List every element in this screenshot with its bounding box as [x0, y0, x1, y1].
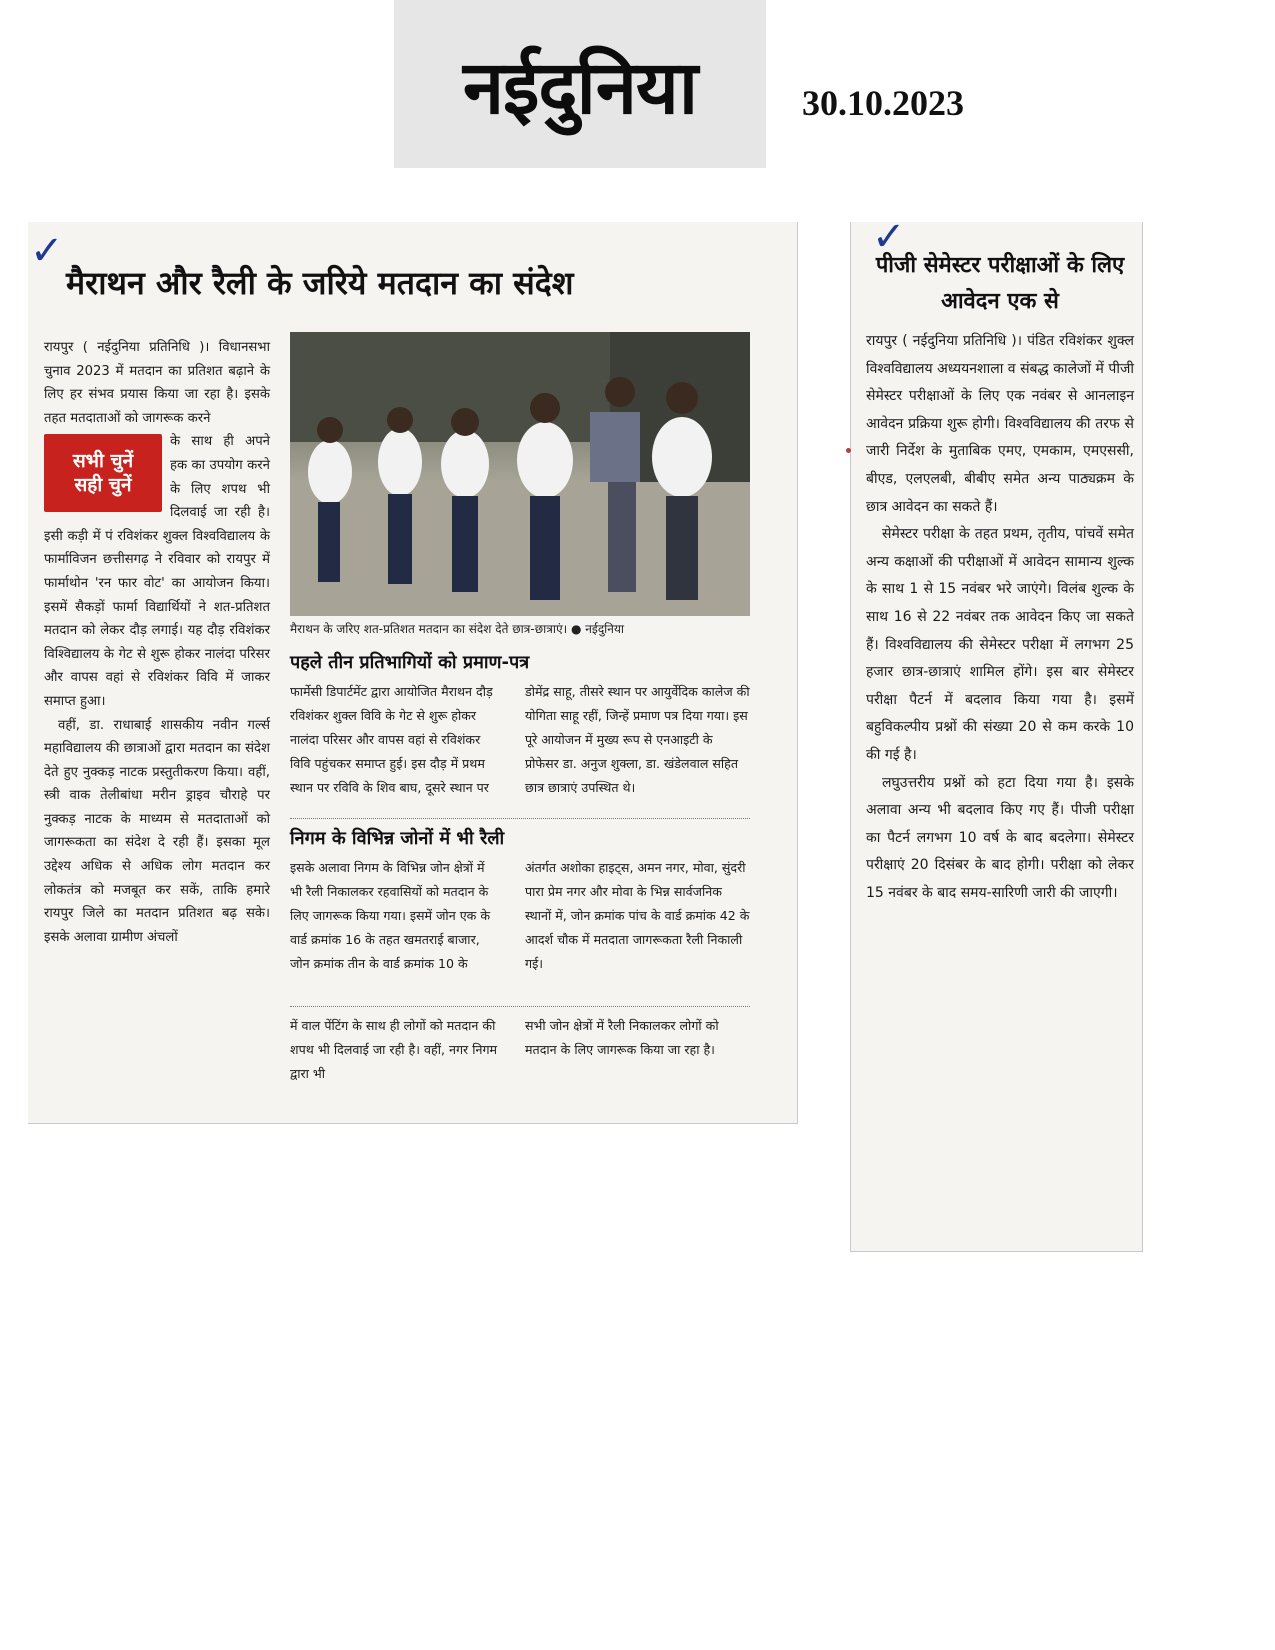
sub1-col1-text: फार्मेसी डिपार्टमेंट द्वारा आयोजित मैराथन दौड़ रविशंकर शुक्ल विवि के गेट से शुरू होकर नालंदा परिसर और वापस वहां से रविशंकर विवि पहुंचकर समाप्त हुई। इस दौड़ में प्रथम स्थान पर रविवि के शिव बाघ, दूसरे स्थान पर	[290, 684, 493, 795]
sub2-col1-text: इसके अलावा निगम के विभिन्न जोन क्षेत्रों में भी रैली निकालकर रहवासियों को मतदान के लिए जागरूक किया गया। इसमें जोन एक के वार्ड क्रमांक 16 के तहत खमतराई बाजार, जोन क्रमांक तीन के वार्ड क्रमांक 10 के	[290, 860, 491, 971]
photo-runners	[290, 332, 750, 616]
sub2-col2-text: अंतर्गत अशोका हाइट्स, अमन नगर, मोवा, सुंदरी पारा प्रेम नगर और मोवा के भिन्न सार्वजनिक स्थानों में, जोन क्रमांक पांच के वार्ड क्रमांक 42 के आदर्श चौक में मतदाता जागरूकता रैली निकाली गई।	[525, 860, 750, 971]
right-para-1: रायपुर ( नईदुनिया प्रतिनिधि )। पंडित रविशंकर शुक्ल विश्वविद्यालय अध्ययनशाला व संबद्ध कालेजों में पीजी सेमेस्टर परीक्षाओं के लिए एक नवंबर से आनलाइन आवेदन प्रक्रिया शुरू होगी। विश्वविद्यालय की तरफ से जारी निर्देश के मुताबिक एमए, एमकाम, एमएससी, बीएड, एलएलबी, बीबीए समेत अन्य पाठ्यक्रम के छात्र आवेदन का सकते हैं।	[866, 333, 1134, 515]
left-headline: मैराथन और रैली के जरिये मतदान का संदेश	[66, 264, 574, 302]
checkmark-icon: ✓	[30, 228, 64, 274]
left-col1-body: के साथ ही अपने हक का उपयोग करने के लिए शपथ भी दिलवाई जा रही है। इसी कड़ी में पं रविशंकर शुक्ल विश्वविद्यालय के फार्माविजन छत्तीसगढ़ ने रविवार को रायपुर में फार्माथोन 'रन फार वोट' का आयोजन किया। इसमें सैकड़ों फार्मा विद्यार्थियों ने शत-प्रतिशत मतदान को लेकर दौड़ लगाई। यह दौड़ रविशंकर विश्विद्यालय के गेट से शुरू होकर नालंदा परिसर और वापस वहां से रविशंकर विवि में जाकर समाप्त हुआ।	[44, 434, 270, 709]
publication-date: 30.10.2023	[802, 83, 964, 123]
left-col1-continued: वहीं, डा. राधाबाई शासकीय नवीन गर्ल्स महाविद्यालय की छात्राओं द्वारा मतदान का संदेश देते हुए नुक्कड़ नाटक प्रस्तुतीकरण किया। वहीं, स्त्री वाक तेलीबांधा मरीन ड्राइव चौराहे पर नुक्कड़ नाटक के माध्यम से मतदाताओं को जागरूकता का संदेश दे रही हैं। इसका मूल उद्देश्य अधिक से अधिक लोग मतदान कर लोकतंत्र को मजबूत कर सकें, ताकि हमारे रायपुर जिले का मतदान प्रतिशत बढ़ सके। इसके अलावा ग्रामीण अंचलों	[44, 717, 270, 945]
section-divider-2	[290, 1006, 750, 1007]
right-para-3: लघुउत्तरीय प्रश्नों को हटा दिया गया है। इसके अलावा अन्य भी बदलाव किए गए हैं। पीजी परीक्षा का पैटर्न लगभग 10 वर्ष के बाद बदलेगा। सेमेस्टर परीक्षाएं 20 दिसंबर के बाद होगी। परीक्षा को लेकर 15 नवंबर के बाद समय-सारिणी जारी की जाएगी।	[866, 774, 1134, 901]
sub1-column-2	[525, 680, 750, 800]
sub1-col2-text: डोमेंद्र साहू, तीसरे स्थान पर आयुर्वेदिक कालेज की योगिता साहू रहीं, जिन्हें प्रमाण पत्र दिया गया। इस पूरे आयोजन में मुख्य रूप से एनआइटी के प्रोफेसर डा. अनुज शुक्ला, डा. खंडेलवाल सहित छात्र छात्राएं उपस्थित थे।	[525, 684, 750, 795]
badge-line-2: सही चुनें	[74, 474, 132, 497]
left-article-column-1	[44, 336, 270, 949]
checkmark-icon: ✓	[872, 214, 906, 260]
sub2-column-2	[525, 856, 750, 976]
bottom-col1-text: में वाल पेंटिंग के साथ ही लोगों को मतदान की शपथ भी दिलवाई जा रही है। वहीं, नगर निगम द्वारा भी	[290, 1018, 498, 1081]
photo-caption: मैराथन के जरिए शत-प्रतिशत मतदान का संदेश देते छात्र-छात्राएं। ● नईदुनिया	[290, 622, 625, 636]
bottom-column-1	[290, 1014, 500, 1086]
election-badge	[44, 434, 162, 512]
right-article-body	[866, 328, 1134, 907]
bottom-col2-text: सभी जोन क्षेत्रों में रैली निकालकर लोगों को मतदान के लिए जागरूक किया जा रहा है।	[525, 1018, 719, 1057]
right-para-2: सेमेस्टर परीक्षा के तहत प्रथम, तृतीय, पांचवें समेत अन्य कक्षाओं की परीक्षाओं में आवेदन सामान्य शुल्क के साथ 1 से 15 नवंबर भरे जाएंगे। विलंब शुल्क के साथ 16 से 22 नवंबर तक आवेदन किए जा सकते हैं। विश्वविद्यालय की सेमेस्टर परीक्षा में लगभग 25 हजार छात्र-छात्राएं शामिल होंगे। इस बार सेमेस्टर परीक्षा पैटर्न में बदलाव किया गया है। इसमें बहुविकल्पीय प्रश्नों की संख्या 20 से कम करके 10 की गई है।	[866, 526, 1134, 763]
left-col1-intro: रायपुर ( नईदुनिया प्रतिनिधि )। विधानसभा चुनाव 2023 में मतदान का प्रतिशत बढ़ाने के लिए हर संभव प्रयास किया जा रहा है। इसके तहत मतदाताओं को जागरूक करने	[44, 340, 270, 426]
badge-line-1: सभी चुनें	[72, 450, 134, 473]
photo-illustration	[290, 332, 750, 616]
subhead-certificates: पहले तीन प्रतिभागियों को प्रमाण-पत्र	[290, 652, 530, 673]
subhead-rallies: निगम के विभिन्न जोनों में भी रैली	[290, 828, 505, 849]
right-headline: पीजी सेमेस्टर परीक्षाओं के लिए आवेदन एक से	[875, 253, 1125, 314]
masthead-logo	[394, 0, 766, 168]
bottom-column-2	[525, 1014, 750, 1062]
masthead-title: नईदुनिया	[462, 44, 698, 131]
sub1-column-1	[290, 680, 500, 800]
sub2-column-1	[290, 856, 500, 976]
section-divider	[290, 818, 750, 819]
margin-dot	[846, 448, 851, 453]
